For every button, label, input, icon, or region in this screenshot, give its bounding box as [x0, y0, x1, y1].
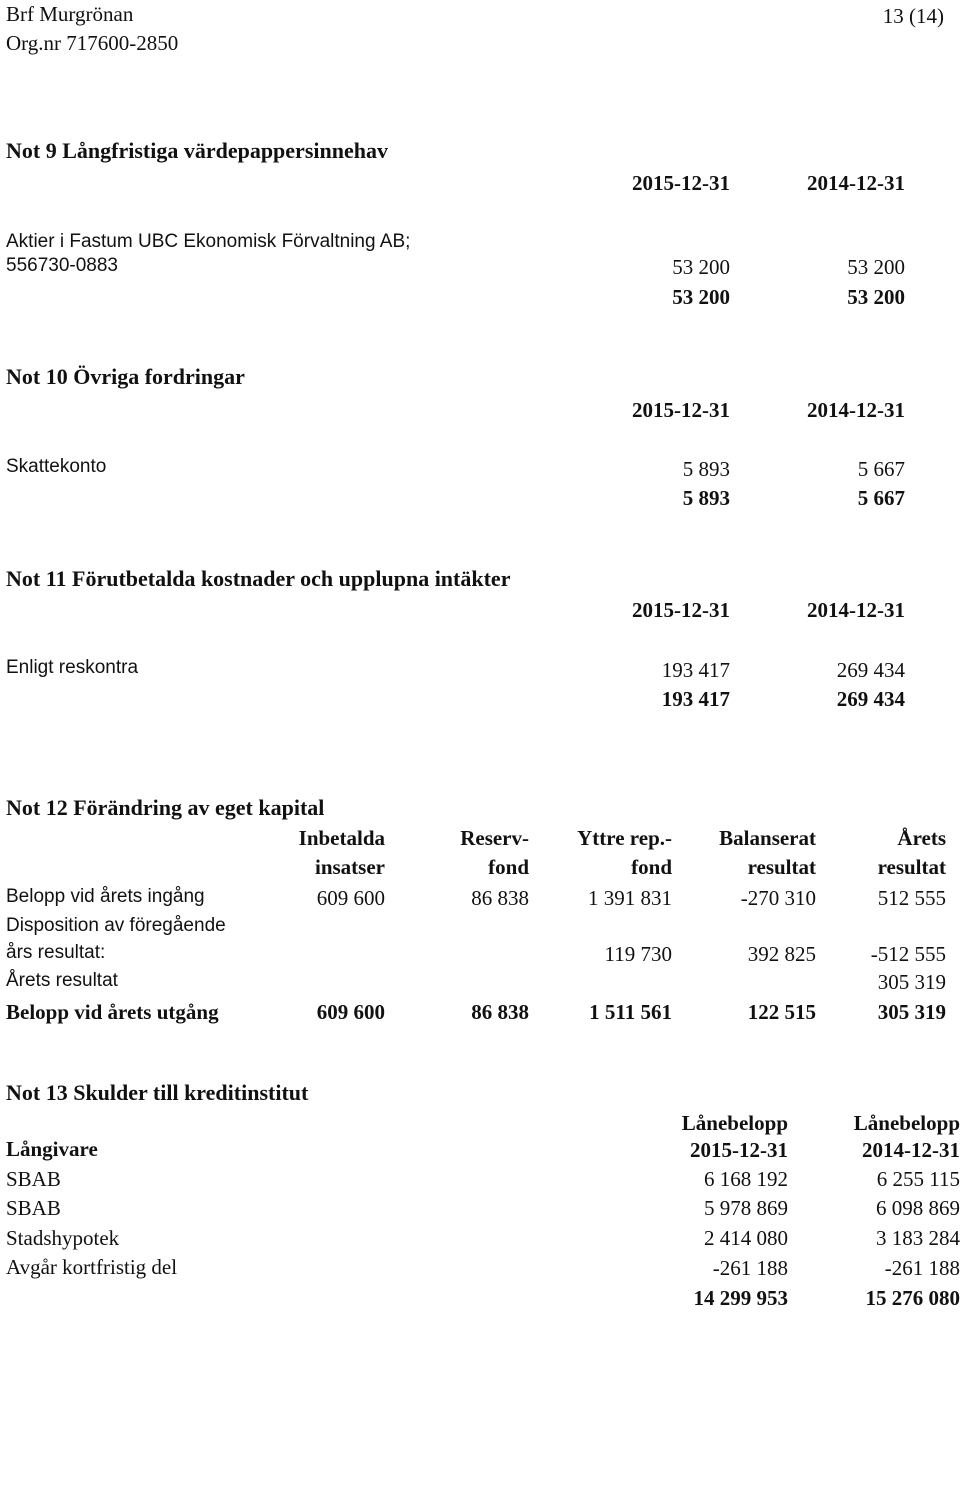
col-header-balanserat: Balanserat: [719, 826, 816, 850]
note-11-col-2014: 2014-12-31: [807, 598, 905, 622]
table-cell: 86 838: [471, 886, 529, 910]
table-cell: 3 183 284: [876, 1226, 960, 1250]
row-ingang-label: Belopp vid årets ingång: [6, 886, 205, 907]
row-utgang-label: Belopp vid årets utgång: [6, 1000, 219, 1024]
row-arets-resultat-label: Årets resultat: [6, 970, 118, 991]
note-9-row-label-1: Aktier i Fastum UBC Ekonomisk Förvaltning AB;: [6, 231, 411, 252]
note-13-title: Not 13 Skulder till kreditinstitut: [6, 1080, 309, 1105]
note-11-value-2014: 269 434: [836, 658, 905, 682]
table-cell: 1 511 561: [589, 1000, 672, 1024]
col-header-reserv: Reserv-: [460, 826, 529, 850]
note-11-row-label: Enligt reskontra: [6, 657, 139, 678]
col-header-inbetalda: Inbetalda: [298, 826, 385, 850]
table-cell: 5 978 869: [704, 1196, 788, 1220]
table-cell: 609 600: [316, 886, 385, 910]
note-12-title: Not 12 Förändring av eget kapital: [6, 795, 325, 820]
note-9-row-label-2: 556730-0883: [6, 255, 118, 276]
table-cell: 609 600: [316, 1000, 385, 1024]
col-header-yttre: Yttre rep.-: [577, 826, 672, 850]
note-10-row-label: Skattekonto: [6, 456, 107, 477]
table-cell: 122 515: [747, 1000, 816, 1024]
note-10-value-2015: 5 893: [682, 457, 730, 481]
page-number: 13 (14): [882, 4, 944, 28]
table-cell: 2 414 080: [704, 1226, 788, 1250]
lender-label: SBAB: [6, 1196, 61, 1220]
note-11-col-2015: 2015-12-31: [632, 598, 730, 622]
table-cell: -512 555: [870, 942, 946, 966]
note-9-title: Not 9 Långfristiga värdepappersinnehav: [6, 138, 388, 163]
table-cell: -270 310: [740, 886, 816, 910]
table-cell: 392 825: [747, 942, 816, 966]
table-cell: 6 168 192: [704, 1167, 788, 1191]
col-header-balanserat-l2: resultat: [747, 855, 816, 879]
table-cell: 512 555: [877, 886, 946, 910]
col-header-inbetalda-l2: insatser: [315, 855, 385, 879]
col-header-arets: Årets: [897, 826, 946, 850]
lender-header: Långivare: [6, 1137, 98, 1161]
note-10-title: Not 10 Övriga fordringar: [6, 364, 245, 389]
lender-label: SBAB: [6, 1167, 61, 1191]
note-13-total-2015: 14 299 953: [693, 1286, 788, 1310]
col-header-yttre-l2: fond: [631, 855, 672, 879]
note-11-total-2014: 269 434: [836, 687, 905, 711]
note-9-col-2015: 2015-12-31: [632, 171, 730, 195]
table-cell: 6 255 115: [876, 1167, 960, 1191]
org-number: Org.nr 717600-2850: [6, 31, 179, 55]
note-11-total-2015: 193 417: [661, 687, 730, 711]
note-10-value-2014: 5 667: [857, 457, 905, 481]
note-9-value-2015: 53 200: [672, 255, 730, 279]
note-13-total-2014: 15 276 080: [865, 1286, 960, 1310]
row-disposition-label-1: Disposition av föregående: [6, 915, 226, 936]
note-11-title: Not 11 Förutbetalda kostnader och upplupna intäkter: [6, 566, 511, 591]
table-cell: 119 730: [604, 942, 672, 966]
note-9-total-2015: 53 200: [672, 285, 730, 309]
col-header-lanebelopp-2014: Lånebelopp: [853, 1111, 960, 1135]
table-cell: 1 391 831: [588, 886, 672, 910]
note-10-total-2014: 5 667: [857, 486, 905, 510]
note-10-total-2015: 5 893: [682, 486, 730, 510]
note-9-total-2014: 53 200: [847, 285, 905, 309]
table-cell: 305 319: [877, 970, 946, 994]
lender-label: Stadshypotek: [6, 1226, 120, 1250]
note-9-value-2014: 53 200: [847, 255, 905, 279]
note-11-value-2015: 193 417: [661, 658, 730, 682]
lender-label: Avgår kortfristig del: [6, 1255, 178, 1279]
col-header-arets-l2: resultat: [877, 855, 946, 879]
note-10-col-2015: 2015-12-31: [632, 398, 730, 422]
table-cell: 6 098 869: [876, 1196, 960, 1220]
note-9-col-2014: 2014-12-31: [807, 171, 905, 195]
table-cell: -261 188: [712, 1256, 788, 1280]
col-header-lanebelopp-2015: Lånebelopp: [681, 1111, 788, 1135]
table-cell: 86 838: [471, 1000, 529, 1024]
col-header-2015: 2015-12-31: [690, 1138, 788, 1162]
table-cell: -261 188: [884, 1256, 960, 1280]
col-header-reserv-l2: fond: [488, 855, 529, 879]
table-cell: 305 319: [877, 1000, 946, 1024]
col-header-2014: 2014-12-31: [862, 1138, 960, 1162]
row-disposition-label-2: års resultat:: [6, 942, 106, 963]
note-10-col-2014: 2014-12-31: [807, 398, 905, 422]
company-name: Brf Murgrönan: [6, 2, 134, 26]
